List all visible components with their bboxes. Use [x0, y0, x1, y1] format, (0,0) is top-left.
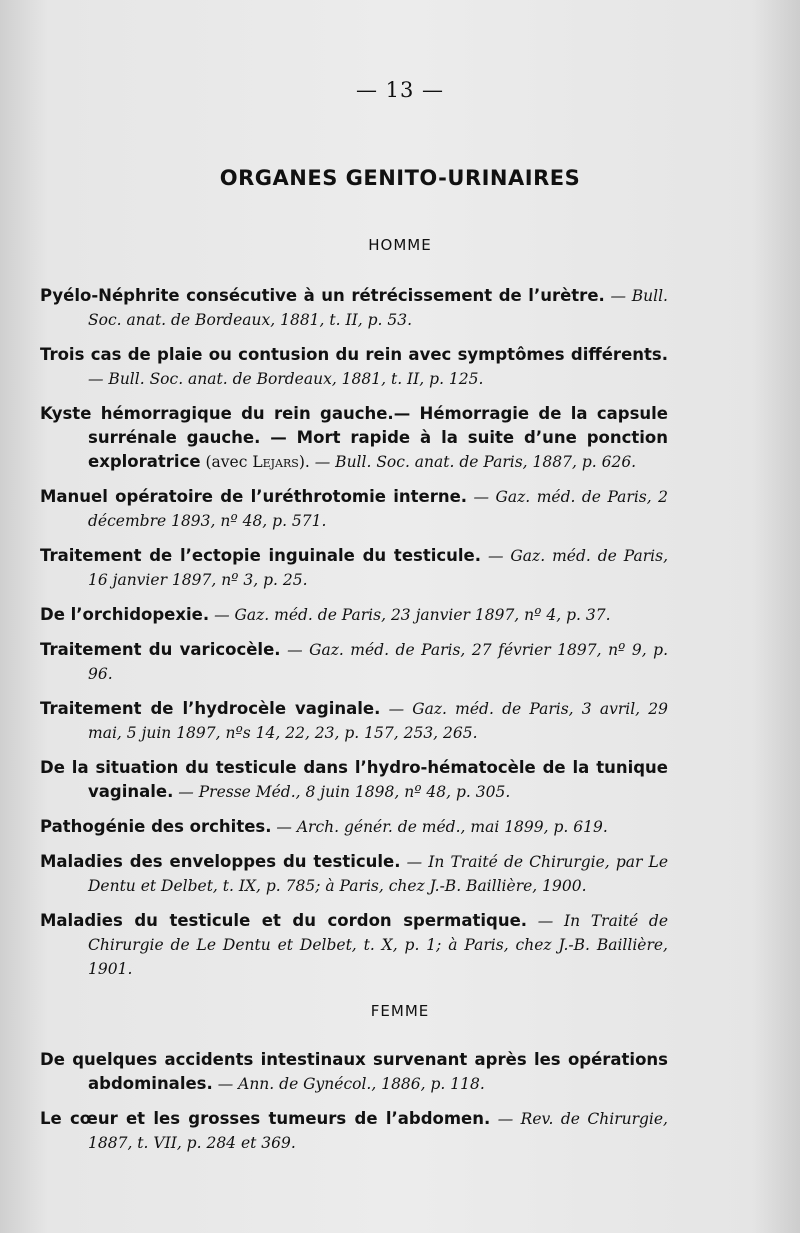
bibliography-entry [40, 756, 668, 804]
entry-title: De l’orchidopexie. [40, 605, 210, 624]
entry-reference: — Gaz. méd. de Paris, 16 janvier 1897, nº 3, p. 25. [88, 547, 669, 589]
entry-title: De quelques accidents intestinaux survenant après les opérations abdominales. [40, 1050, 668, 1093]
entry-reference: — Rev. de Chirurgie, 1887, t. VII, p. 284 et 369. [88, 1110, 668, 1152]
section-heading-homme: HOMME [368, 236, 432, 254]
section-heading-femme: FEMME [370, 1002, 430, 1020]
bibliography-entry [40, 603, 668, 627]
entry-reference: — Presse Méd., 8 juin 1898, nº 48, p. 305. [178, 783, 511, 801]
entry-title: Manuel opératoire de l’uréthrotomie interne. [40, 487, 468, 506]
entry-coauthor: Lejars [252, 453, 299, 471]
bibliography-entry [40, 909, 668, 981]
entry-title: Kyste hémorragique du rein gauche.— Hémorragie de la capsule surrénale gauche. — Mort rapide à la suite d’une ponction exploratrice [40, 404, 668, 471]
entry-coauthor-prefix: (avec [205, 453, 253, 471]
entry-title: Traitement de l’hydrocèle vaginale. [40, 699, 381, 718]
entry-title: Traitement du varicocèle. [40, 640, 281, 659]
entry-list-femme [40, 1048, 668, 1166]
entry-reference: — Arch. génér. de méd., mai 1899, p. 619. [276, 818, 608, 836]
entry-reference: — Bull. Soc. anat. de Bordeaux, 1881, t. II, p. 53. [88, 287, 668, 329]
entry-reference: — In Traité de Chirurgie, par Le Dentu et Delbet, t. IX, p. 785; à Paris, chez J.-B. Baillière, 1900. [88, 853, 669, 895]
entry-coauthor-suffix: ). [298, 453, 310, 471]
entry-title: Le cœur et les grosses tumeurs de l’abdomen. [40, 1109, 491, 1128]
entry-title: Pathogénie des orchites. [40, 817, 272, 836]
bibliography-entry [40, 1048, 668, 1096]
entry-reference: — Ann. de Gynécol., 1886, p. 118. [217, 1075, 485, 1093]
entry-title: De la situation du testicule dans l’hydro-hématocèle de la tunique vaginale. [40, 758, 668, 801]
bibliography-entry [40, 638, 668, 686]
entry-reference: — Gaz. méd. de Paris, 27 février 1897, nº 9, p. 96. [88, 641, 668, 683]
bibliography-entry [40, 697, 668, 745]
bibliography-entry [40, 815, 668, 839]
entry-title: Maladies des enveloppes du testicule. [40, 852, 401, 871]
entry-title: Trois cas de plaie ou contusion du rein avec symptômes différents. [40, 345, 668, 364]
bibliography-entry [40, 544, 668, 592]
entry-reference: — In Traité de Chirurgie de Le Dentu et Delbet, t. X, p. 1; à Paris, chez J.-B. Baillière, 1901. [88, 912, 668, 978]
bibliography-entry [40, 1107, 668, 1155]
bibliography-entry [40, 284, 668, 332]
entry-reference: — Gaz. méd. de Paris, 23 janvier 1897, nº 4, p. 37. [214, 606, 611, 624]
page-title: ORGANES GENITO-URINAIRES [219, 166, 581, 190]
entry-title: Maladies du testicule et du cordon spermatique. [40, 911, 528, 930]
bibliography-entry [40, 343, 668, 391]
bibliography-entry [40, 402, 668, 474]
entry-title: Traitement de l’ectopie inguinale du testicule. [40, 546, 482, 565]
entry-reference: — Bull. Soc. anat. de Bordeaux, 1881, t. II, p. 125. [88, 370, 484, 388]
bibliography-entry [40, 850, 668, 898]
bibliography-entry [40, 485, 668, 533]
page-number: — 13 — [355, 78, 445, 102]
entry-reference: — Gaz. méd. de Paris, 3 avril, 29 mai, 5 juin 1897, nºs 14, 22, 23, p. 157, 253, 265. [88, 700, 668, 742]
entry-title: Pyélo-Néphrite consécutive à un rétrécissement de l’urètre. [40, 286, 605, 305]
entry-list-homme [40, 284, 668, 992]
entry-reference: — Bull. Soc. anat. de Paris, 1887, p. 626. [314, 453, 637, 471]
entry-reference: — Gaz. méd. de Paris, 2 décembre 1893, nº 48, p. 571. [88, 488, 669, 530]
